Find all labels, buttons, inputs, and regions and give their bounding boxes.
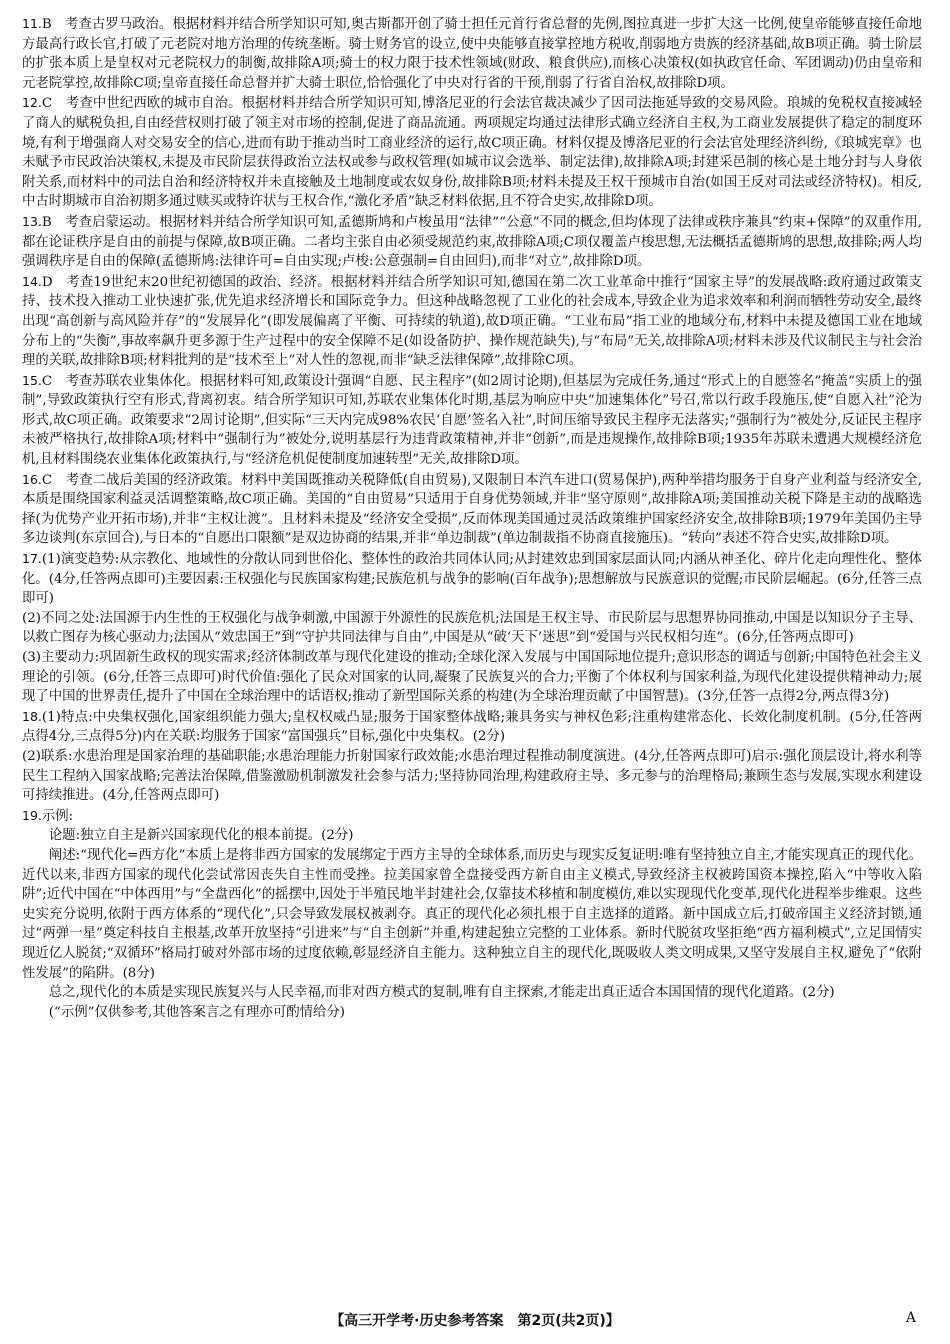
answer-text: B 考查古罗马政治。根据材料并结合所学知识可知,奥古斯都开创了骑士担任元首行省总督的先例,图拉真进一步扩大这一比例,使皇帝能够直接任命地方最高行政长官,打破了元老院对地方治理的传统垄断。骑士财务官的设立,使中央能够直接掌控地方税收,削弱地方贵族的经济基础,故B项正确。骑士阶层的扩张本质上是皇权对元老院权力的制衡,故排除A项;骑士的权力限于技术性领域(财政、粮食供应),而核心决策权(如执政官任命、军团调动)仍由皇帝和元老院掌控,故排除C项;皇帝直接任命总督并扩大骑士职位,恰恰强化了中央对行省的干预,削弱了行省自治权,故排除D项。 — [22, 17, 922, 91]
answer-18-part-1 — [22, 707, 922, 747]
answer-19-lead — [22, 806, 922, 827]
answer-17-part-2: (2)不同之处:法国源于内生性的王权强化与战争刺激,中国源于外源性的民族危机;法国是王权主导、市民阶层与思想界协同推动,中国是以知识分子主导、以救亡图存为核心驱动力;法国从“效忠国王”到“守护共同法律与自由”,中国是从“破‘天下’迷思”到“爱国与兴民权相匀连”。(6分,任答两点即可) — [22, 610, 922, 646]
answer-13 — [22, 212, 922, 272]
answer-text: C 考查二战后美国的经济政策。材料中美国既推动关税降低(自由贸易),又限制日本汽车进口(贸易保护),两种举措均服务于自身产业利益与经济安全,本质是围绕国家利益灵活调整策略,故C项正确。美国的“自由贸易”只适用于自身优势领域,并非“坚守原则”,故排除A项;美国推动关税下降是主动的战略选择(为优势产业开拓市场),并非“主权让渡”。且材料未提及“经济安全受损”,反而体现美国通过灵活政策维护国家经济安全,故排除B项;1979年美国仍主导多边谈判(东京回合),与日本的“自愿出口限额”是双边协商的结果,并非“单边制裁”(单边制裁指不协商直接施压)。“转向”表述不符合史实,故排除D项。 — [22, 472, 922, 547]
answer-16 — [22, 470, 922, 549]
question-number: 16. — [22, 471, 42, 487]
example-label: 示例: — [41, 808, 74, 824]
paper-version-letter: A — [905, 1310, 916, 1326]
question-number: 15. — [22, 372, 42, 388]
answer-19-summary: 总之,现代化的本质是实现民族复兴与人民幸福,而非对西方模式的复制,唯有自主探索,才能走出真正适合本国国情的现代化道路。(2分) — [48, 985, 835, 1001]
question-number: 14. — [22, 273, 42, 289]
answer-17-part-1 — [22, 549, 922, 609]
question-number: 11. — [22, 16, 42, 31]
answer-text: D 考查19世纪末20世纪初德国的政治、经济。根据材料并结合所学知识可知,德国在第二次工业革命中推行“国家主导”的发展战略:政府通过政策支持、技术投入推动工业快速扩张,优先追求经济增长和国际竞争力。但这种战略忽视了工业化的社会成本,导致企业为追求效率和利润而牺牲劳动安全,最终出现“高创新与高风险并存”的“发展异化”(即发展偏离了平衡、可持续的轨道),故D项正确。“工业布局”指工业的地域分布,材料中未提及德国工业在地域分布上的“失衡”,事故率飙升更多源于生产过程中的安全保障不足(如设备防护、操作规范缺失),与“布局”无关,故排除A项;材料未涉及代议制民主与社会治理的关联,故排除B项;材料批判的是“技术至上”对人性的忽视,而非“缺乏法律保障”,故排除C项。 — [22, 274, 922, 369]
answer-17 — [22, 549, 922, 707]
footer-title: 【高三开学考·历史参考答案 第2页(共2页)】 — [330, 1313, 620, 1329]
answer-19-thesis: 论题:独立自主是新兴国家现代化的根本前提。(2分) — [48, 828, 354, 844]
answer-text: C 考查苏联农业集体化。根据材料可知,政策设计强调“自愿、民主程序”(如2周讨论期),但基层为完成任务,通过“形式上的自愿签名”掩盖“实质上的强制”,导致政策执行空有形式,背离初衷。结合所学知识可知,苏联农业集体化时期,基层为响应中央“加速集体化”号召,常以行政手段施压,使“自愿入社”沦为形式,故C项正确。政策要求“2周讨论期”,但实际“三天内完成98%农民‘自愿’签名入社”,时间压缩导致民主程序无法落实;“强制行为”被处分,反证民主程序未被严格执行,故排除A项;材料中“强制行为”被处分,说明基层行为违背政策精神,并非“创新”,而是违规操作,故排除B项;1935年苏联未遭遇大规模经济危机,且材料围绕农业集体化政策执行,与“经济危机促使制度加速转型”无关,故排除D项。 — [22, 373, 922, 468]
answer-14 — [22, 272, 922, 371]
question-number: 19. — [22, 807, 42, 823]
answer-15 — [22, 371, 922, 470]
answer-19-body: 阐述:“现代化=西方化”本质上是将非西方国家的发展绑定于西方主导的全球体系,而历史与现实反复证明:唯有坚持独立自主,才能实现真正的现代化。近代以来,非西方国家的现代化尝试常因丧失自主性而受挫。拉美国家曾全盘接受西方新自由主义模式,导致经济主权被跨国资本操控,陷入“中等收入陷阱”;近代中国在“中体西用”与“全盘西化”的摇摆中,因处于半殖民地半封建社会,仅靠技术移植和制度模仿,难以实现现代化变革,现代化进程举步维艰。这些史实充分说明,依附于西方体系的“现代化”,只会导致发展权被剥夺。真正的现代化必须扎根于自主选择的道路。新中国成立后,打破帝国主义经济封锁,通过“两弹一星”奠定科技自主根基,改革开放坚持“引进来”与“自主创新”并重,构建起独立完整的工业体系。新时代脱贫攻坚拒绝“西方福利模式”,立足国情实现近亿人脱贫;“双循环”格局打破对外部市场的过度依赖,彰显经济自主能力。这种独立自主的现代化,既吸收人类文明成果,又坚守发展自主权,避免了“依附性发展”的陷阱。(8分) — [22, 847, 922, 981]
question-number: 17. — [22, 551, 42, 567]
answer-text: (1)特点:中央集权强化,国家组织能力强大;皇权权威凸显;服务于国家整体战略;兼具务实与神权色彩;注重构建常态化、长效化制度机制。(5分,任答两点得4分,三点得5分)内在关联:均服务于国家“富国强兵”目标,强化中央集权。(2分) — [22, 709, 922, 745]
answer-18-part-2: (2)联系:水患治理是国家治理的基础职能;水患治理能力折射国家行政效能;水患治理过程推动制度演进。(4分,任答两点即可)启示:强化顶层设计,将水利等民生工程纳入国家战略;完善法治保障,借鉴激励机制激发社会参与活力;坚持协同治理,构建政府主导、多元参与的治理格局;兼顾生态与发展,实现水利建设可持续推进。(4分,任答两点即可) — [22, 748, 922, 804]
question-number: 12. — [22, 95, 42, 111]
answer-19 — [22, 806, 922, 1023]
answer-17-part-3: (3)主要动力:巩固新生政权的现实需求;经济体制改革与现代化建设的推动;全球化深入发展与中国国际地位提升;意识形态的调适与创新;中国特色社会主义理论的引领。(6分,任答三点即可)时代价值:强化了民众对国家的认同,凝聚了民族复兴的合力;平衡了个体权利与国家利益,为现代化建设提供精神动力;展现了中国的世界责任,提升了中国在全球治理中的话语权;推动了新型国际关系的构建(为全球治理贡献了中国智慧)。(3分,任答一点得2分,两点得3分) — [22, 650, 922, 705]
answer-text: (1)演变趋势:从宗教化、地域性的分散认同到世俗化、整体性的政治共同体认同;从封建效忠到国家层面认同;内涵从神圣化、碎片化走向理性化、整体化。(4分,任答两点即可)主要因素:王权强化与民族国家构建;民族危机与战争的影响(百年战争);思想解放与民族意识的觉醒;市民阶层崛起。(6分,任答三点即可) — [22, 552, 922, 607]
answer-text: B 考查启蒙运动。根据材料并结合所学知识可知,孟德斯鸠和卢梭虽用“法律”“公意”不同的概念,但均体现了法律或秩序兼具“约束+保障”的双重作用,都在论证秩序是自由的前提与保障,故B项正确。二者均主张自由必须受规范约束,故排除A项;C项仅覆盖卢梭思想,无法概括孟德斯鸠的思想,故排除;两人均强调秩序是自由的保障(孟德斯鸠:法律许可=自由实现;卢梭:公意强制=自由回归),而非“对立”,故排除D项。 — [22, 214, 922, 270]
question-number: 18. — [22, 708, 42, 724]
answer-18 — [22, 707, 922, 806]
answer-page — [22, 14, 922, 1022]
answer-12 — [22, 93, 922, 212]
answer-19-note: (“示例”仅供参考,其他答案言之有理亦可酌情给分) — [48, 1004, 346, 1020]
answer-text: C 考查中世纪西欧的城市自治。根据材料并结合所学知识可知,博洛尼亚的行会法官裁决减少了因司法拖延导致的交易风险。琅城的免税权直接减轻了商人的赋税负担,自由经营权则打破了领主对市场的控制,促进了商品流通。两项规定均通过法律形式确立经济自主权,为工商业发展提供了稳定的制度环境,有利于增强商人对交易安全的信心,进而有助于推动当时工商业经济的运行,故C项正确。材料仅提及博洛尼亚的行会法官处理经济纠纷,《琅城宪章》也未赋予市民政治决策权,未提及市民阶层获得政治立法权或参与政权管理(如城市议会选举、制定法律),故排除A项;封建采邑制的核心是土地分封与人身依附关系,而材料中的司法自治和经济特权并未直接触及土地制度或农奴身份,故排除B项;材料未提及王权干预城市自治(如国王反对司法或经济特权)。相反,中古时期城市自治初期多通过赎买或特许状与王权合作,“激化矛盾”缺乏材料依据,且不符合史实,故排除D项。 — [22, 96, 922, 210]
question-number: 13. — [22, 213, 42, 229]
answer-11 — [22, 14, 922, 93]
